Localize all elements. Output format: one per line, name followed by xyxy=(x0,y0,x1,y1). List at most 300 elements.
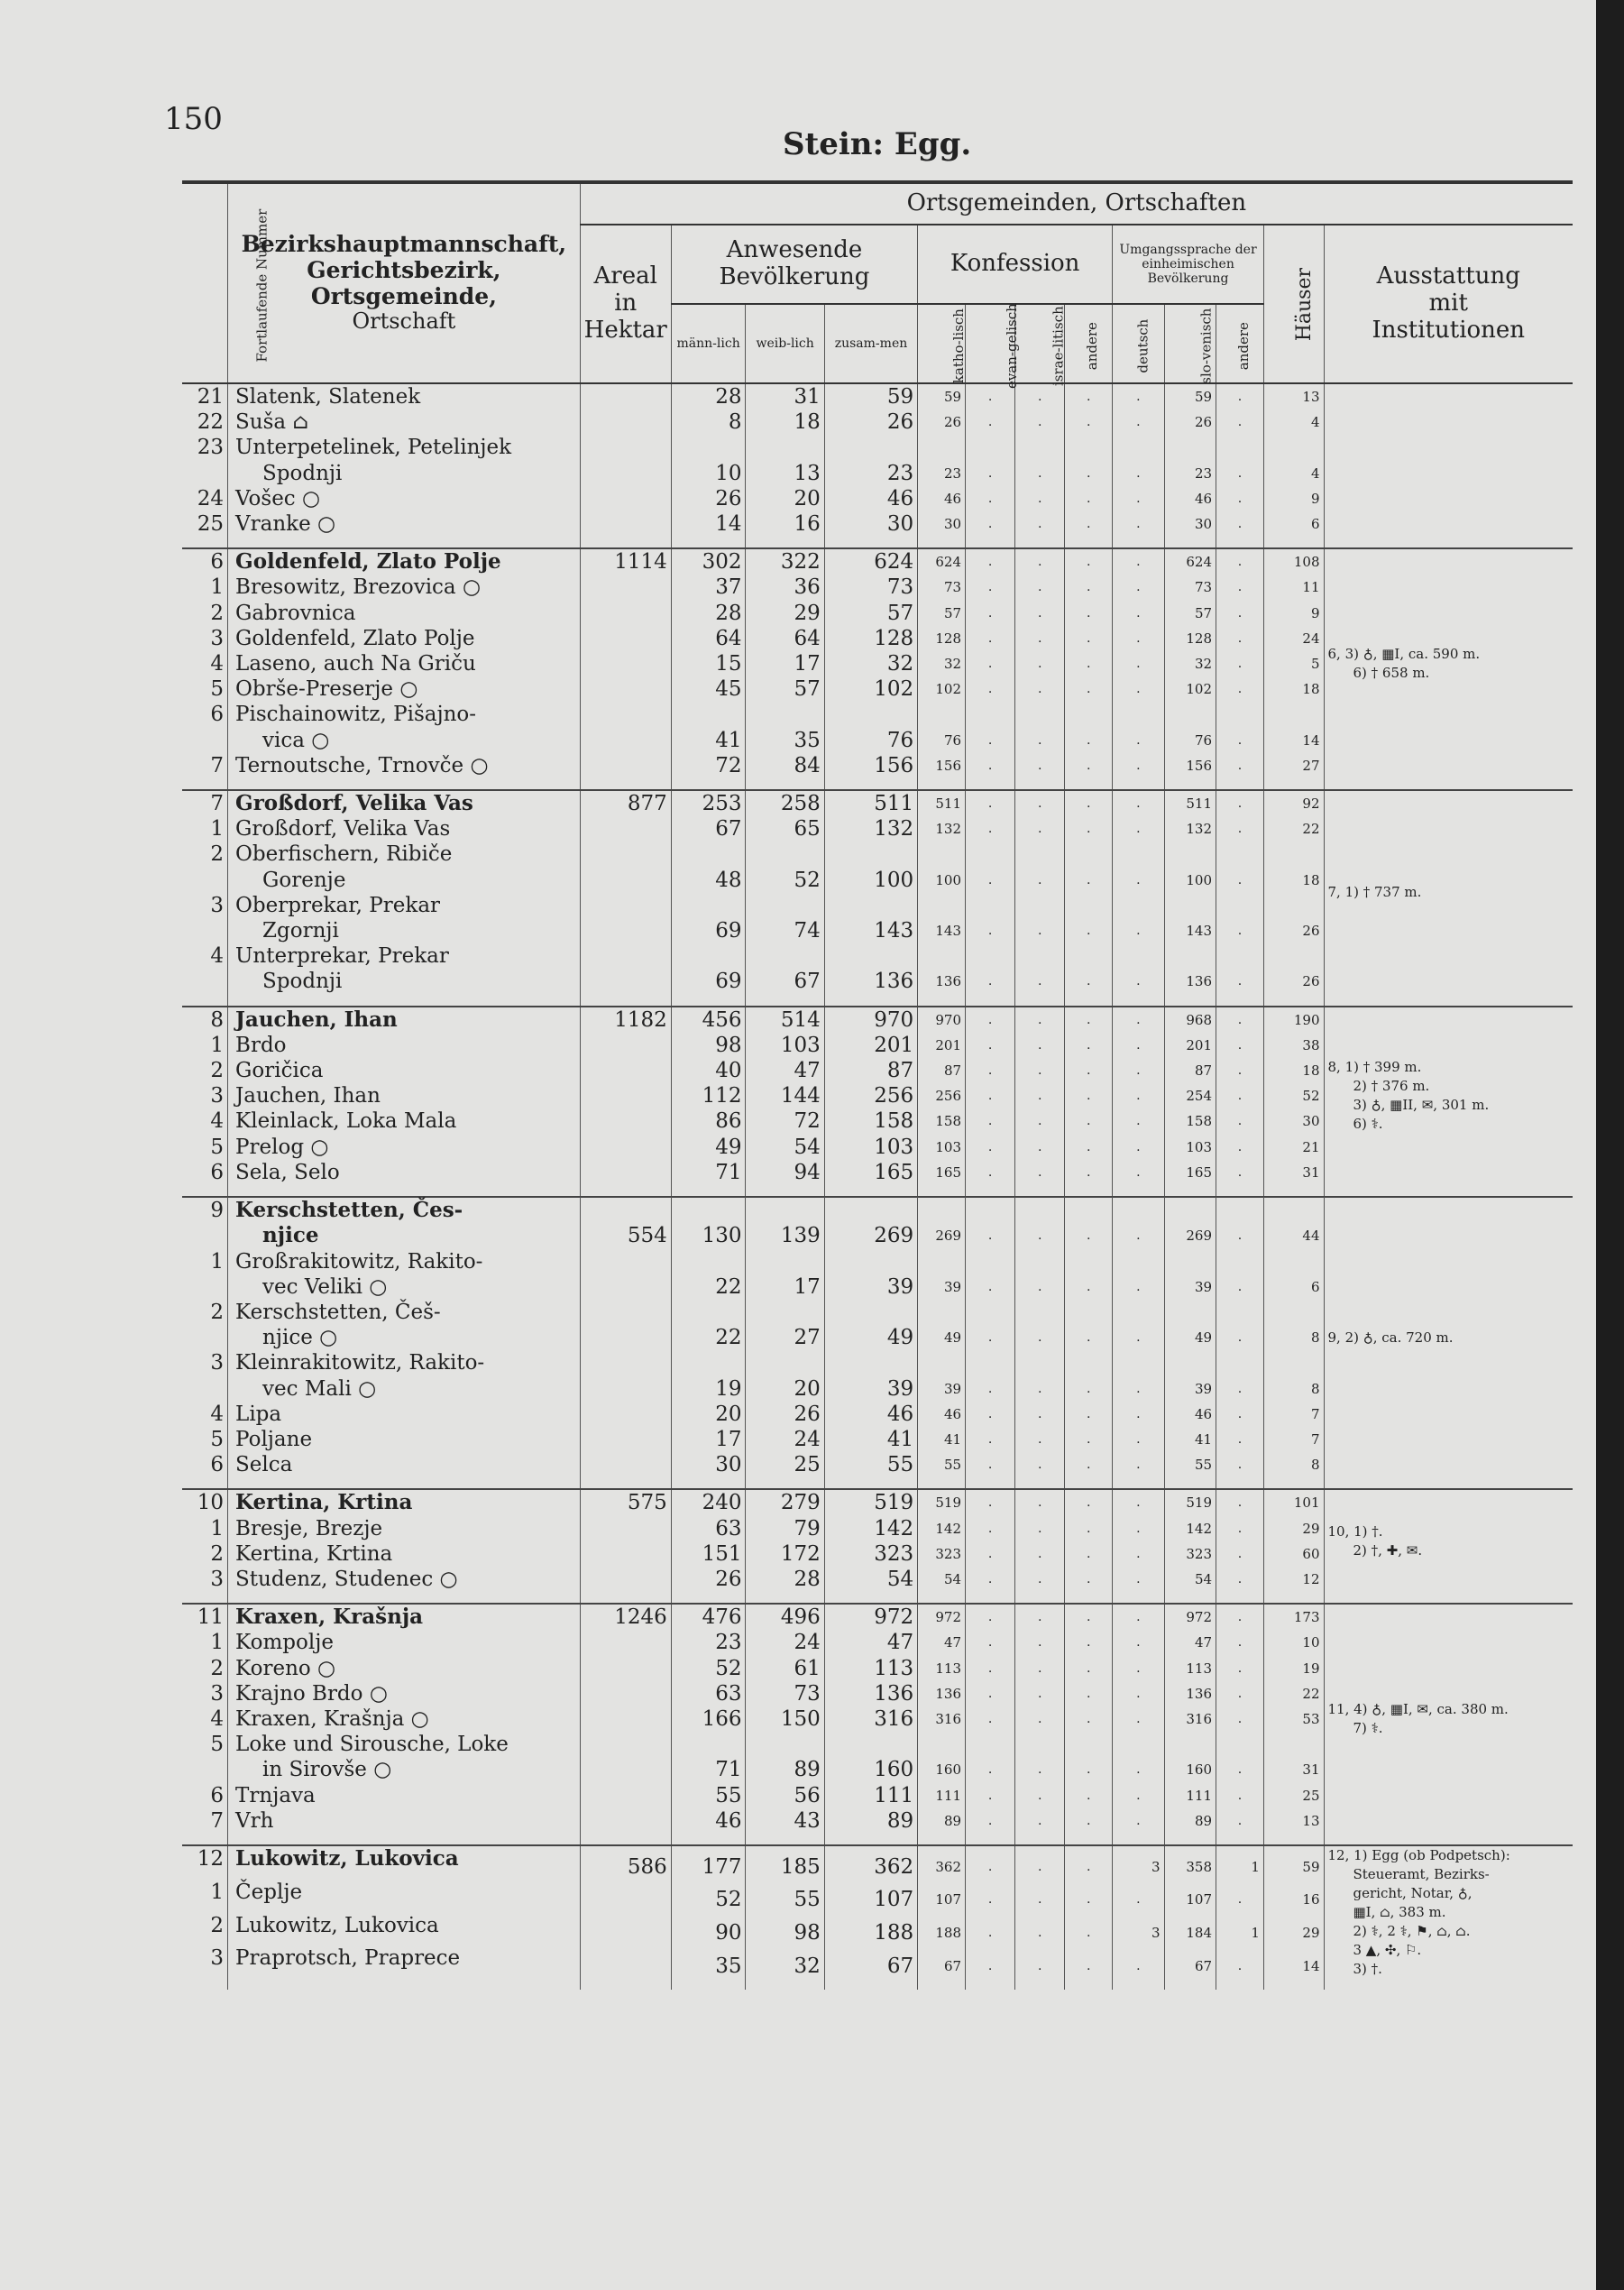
konfession-an1: . xyxy=(1065,702,1113,752)
spacer-cell xyxy=(918,778,966,790)
pop-z: 511 xyxy=(824,790,917,816)
row-number: 7 xyxy=(210,1808,225,1833)
pop-m: 52 xyxy=(671,1880,746,1913)
spacer-cell xyxy=(228,1979,581,1990)
place-name xyxy=(228,893,581,943)
deutsch-value: . xyxy=(1113,1783,1164,1808)
deutsch-value: . xyxy=(1113,626,1164,651)
pop-z: 67 xyxy=(824,1945,917,1979)
spacer-cell xyxy=(580,778,671,790)
slovenisch-value: 46 xyxy=(1164,486,1216,511)
place-name-continuation: vica ○ xyxy=(262,728,330,752)
spacer-cell xyxy=(1113,1979,1164,1990)
konfession-ev: . xyxy=(966,1007,1015,1033)
katholisch-value: 323 xyxy=(918,1541,966,1567)
spacer-cell xyxy=(918,1834,966,1845)
pop-w: 55 xyxy=(746,1880,824,1913)
konfession-ev: . xyxy=(966,1604,1015,1630)
pop-z: 132 xyxy=(824,816,917,842)
pop-w: 144 xyxy=(746,1083,824,1108)
konfession-is: . xyxy=(1015,1160,1065,1185)
place-name xyxy=(228,1541,581,1567)
haeuser-value: 59 xyxy=(1263,1845,1324,1880)
group-spacer xyxy=(182,1477,1573,1489)
konfession-an1: . xyxy=(1065,816,1113,842)
konfession-is: . xyxy=(1015,1604,1065,1630)
katholisch-value: 165 xyxy=(918,1160,966,1185)
spacer-cell xyxy=(1164,1834,1216,1845)
katholisch-value: 49 xyxy=(918,1300,966,1350)
spacer-cell xyxy=(1164,778,1216,790)
andere-sprache-value: . xyxy=(1216,601,1264,626)
katholisch-value: 136 xyxy=(918,943,966,994)
areal-value xyxy=(580,676,671,702)
place-name xyxy=(228,1160,581,1185)
header-umgangssprache: Umgangssprache der einheimischen Bevölkerung xyxy=(1113,225,1264,304)
deutsch-value: 3 xyxy=(1113,1845,1164,1880)
spacer-cell xyxy=(1065,1477,1113,1489)
slovenisch-value: 41 xyxy=(1164,1427,1216,1452)
pop-m: 40 xyxy=(671,1058,746,1083)
pop-z: 54 xyxy=(824,1567,917,1592)
slovenisch-value: 358 xyxy=(1164,1845,1216,1880)
slovenisch-value: 143 xyxy=(1164,893,1216,943)
haeuser-value: 29 xyxy=(1263,1516,1324,1541)
place-name xyxy=(228,1656,581,1681)
andere-sprache-value: . xyxy=(1216,1516,1264,1541)
slovenisch-value: 103 xyxy=(1164,1135,1216,1160)
katholisch-value: 188 xyxy=(918,1913,966,1946)
konfession-an1: . xyxy=(1065,1845,1113,1880)
katholisch-value: 87 xyxy=(918,1058,966,1083)
spacer-cell xyxy=(671,1979,746,1990)
deutsch-value: . xyxy=(1113,1808,1164,1834)
place-name-line: Slatenk, Slatenek xyxy=(235,385,421,409)
place-name-line: Lukowitz, Lukovica xyxy=(235,1913,439,1937)
konfession-is: . xyxy=(1015,1135,1065,1160)
andere-sprache-value: . xyxy=(1216,1058,1264,1083)
place-name xyxy=(228,1452,581,1477)
pop-z: 136 xyxy=(824,1681,917,1706)
pop-z: 136 xyxy=(824,943,917,994)
spacer-cell xyxy=(182,1834,228,1845)
place-name xyxy=(228,1249,581,1300)
pop-z: 41 xyxy=(824,1427,917,1452)
pop-w: 43 xyxy=(746,1808,824,1834)
deutsch-value: . xyxy=(1113,548,1164,575)
deutsch-value: . xyxy=(1113,1108,1164,1134)
haeuser-value: 26 xyxy=(1263,943,1324,994)
pop-m: 52 xyxy=(671,1656,746,1681)
pop-m: 8 xyxy=(671,409,746,435)
haeuser-value: 4 xyxy=(1263,409,1324,435)
konfession-ev: . xyxy=(966,1300,1015,1350)
areal-value xyxy=(580,1427,671,1452)
haeuser-value: 13 xyxy=(1263,1808,1324,1834)
institutions-notes xyxy=(1324,1604,1573,1834)
slovenisch-value: 128 xyxy=(1164,626,1216,651)
spacer-cell xyxy=(966,778,1015,790)
areal-value: 554 xyxy=(580,1197,671,1248)
katholisch-value: 362 xyxy=(918,1845,966,1880)
deutsch-value: . xyxy=(1113,702,1164,752)
place-name-line: Lipa xyxy=(235,1402,282,1426)
katholisch-value: 519 xyxy=(918,1489,966,1515)
institution-note: Steueramt, Bezirks- xyxy=(1353,1865,1490,1882)
konfession-is: . xyxy=(1015,435,1065,485)
deutsch-value: . xyxy=(1113,1541,1164,1567)
haeuser-value: 7 xyxy=(1263,1427,1324,1452)
place-name-line: Brdo xyxy=(235,1033,287,1057)
place-name-line: Goldenfeld, Zlato Polje xyxy=(235,549,501,575)
row-number: 6 xyxy=(210,703,225,727)
row-number: 25 xyxy=(197,512,225,537)
place-name-line: Loke und Sirousche, Loke xyxy=(235,1733,509,1757)
areal-value: 586 xyxy=(580,1845,671,1880)
slovenisch-value: 49 xyxy=(1164,1300,1216,1350)
katholisch-value: 132 xyxy=(918,816,966,842)
spacer-cell xyxy=(1015,1979,1065,1990)
pop-z: 100 xyxy=(824,842,917,892)
spacer-cell xyxy=(824,537,917,548)
place-name-line: Goldenfeld, Zlato Polje xyxy=(235,626,475,650)
konfession-is: . xyxy=(1015,1656,1065,1681)
place-name xyxy=(228,702,581,752)
slovenisch-value: 269 xyxy=(1164,1197,1216,1248)
spacer-cell xyxy=(1324,1834,1573,1845)
spacer-cell xyxy=(1324,1185,1573,1197)
spacer-cell xyxy=(1263,1979,1324,1990)
andere-sprache-value: . xyxy=(1216,1604,1264,1630)
andere-sprache-value: . xyxy=(1216,1402,1264,1427)
pop-z: 30 xyxy=(824,511,917,537)
slovenisch-value: 201 xyxy=(1164,1033,1216,1058)
pop-m: 71 xyxy=(671,1732,746,1782)
spacer-cell xyxy=(966,1979,1015,1990)
andere-sprache-value: . xyxy=(1216,1630,1264,1655)
areal-value xyxy=(580,1567,671,1592)
place-name-line: Kleinlack, Loka Mala xyxy=(235,1109,457,1134)
areal-value xyxy=(580,435,671,485)
andere-sprache-value: . xyxy=(1216,816,1264,842)
place-name-line: Obrše-Preserje ○ xyxy=(235,677,418,702)
spacer-cell xyxy=(1113,1185,1164,1197)
spacer-cell xyxy=(746,995,824,1007)
areal-value xyxy=(580,1541,671,1567)
konfession-ev: . xyxy=(966,1350,1015,1401)
konfession-ev: . xyxy=(966,1808,1015,1834)
konfession-an1: . xyxy=(1065,1058,1113,1083)
areal-value xyxy=(580,1656,671,1681)
place-name xyxy=(228,1135,581,1160)
table-row xyxy=(182,383,1573,409)
deutsch-value: . xyxy=(1113,1706,1164,1732)
place-name-line: Bresowitz, Brezovica ○ xyxy=(235,575,482,600)
katholisch-value: 160 xyxy=(918,1732,966,1782)
katholisch-value: 102 xyxy=(918,676,966,702)
institution-note: 7, 1) † 737 m. xyxy=(1327,884,1422,901)
spacer-cell xyxy=(1324,537,1573,548)
group-spacer xyxy=(182,995,1573,1007)
row-number: 1 xyxy=(210,1249,225,1274)
pop-z: 49 xyxy=(824,1300,917,1350)
areal-value xyxy=(580,1913,671,1946)
konfession-is: . xyxy=(1015,702,1065,752)
pop-w: 65 xyxy=(746,816,824,842)
konfession-is: . xyxy=(1015,1732,1065,1782)
spacer-cell xyxy=(918,1592,966,1604)
row-number: 1 xyxy=(210,817,225,842)
slovenisch-value: 316 xyxy=(1164,1706,1216,1732)
katholisch-value: 39 xyxy=(918,1350,966,1401)
spacer-cell xyxy=(1164,1592,1216,1604)
deutsch-value: . xyxy=(1113,1350,1164,1401)
andere-sprache-value: . xyxy=(1216,1706,1264,1732)
pop-m: 72 xyxy=(671,753,746,778)
andere-sprache-value: . xyxy=(1216,626,1264,651)
pop-w: 514 xyxy=(746,1007,824,1033)
haeuser-value: 31 xyxy=(1263,1732,1324,1782)
haeuser-value: 13 xyxy=(1263,383,1324,409)
pop-w: 64 xyxy=(746,626,824,651)
andere-sprache-value: . xyxy=(1216,943,1264,994)
row-number: 24 xyxy=(197,486,225,510)
slovenisch-value: 89 xyxy=(1164,1808,1216,1834)
andere-sprache-value: . xyxy=(1216,1732,1264,1782)
spacer-cell xyxy=(966,1185,1015,1197)
konfession-is: . xyxy=(1015,790,1065,816)
katholisch-value: 970 xyxy=(918,1007,966,1033)
place-name xyxy=(228,575,581,600)
deutsch-value: . xyxy=(1113,1249,1164,1300)
konfession-an1: . xyxy=(1065,1249,1113,1300)
page-title: Stein: Egg. xyxy=(783,126,972,162)
konfession-is: . xyxy=(1015,816,1065,842)
pop-m: 30 xyxy=(671,1452,746,1477)
place-name-line: Großdorf, Velika Vas xyxy=(235,791,473,816)
spacer-cell xyxy=(918,1185,966,1197)
slovenisch-value: 511 xyxy=(1164,790,1216,816)
konfession-ev: . xyxy=(966,943,1015,994)
row-number: 1 xyxy=(210,575,225,600)
andere-sprache-value: . xyxy=(1216,1681,1264,1706)
place-name-line: Oberfischern, Ribiče xyxy=(235,842,453,867)
row-number: 12 xyxy=(182,1845,228,1880)
header-zusammen: zusam-men xyxy=(824,304,917,383)
spacer-cell xyxy=(918,1979,966,1990)
pop-w: 17 xyxy=(746,651,824,676)
institutions-notes xyxy=(1324,1845,1573,1979)
spacer-cell xyxy=(1263,1834,1324,1845)
pop-z: 87 xyxy=(824,1058,917,1083)
konfession-an1: . xyxy=(1065,1350,1113,1401)
haeuser-value: 173 xyxy=(1263,1604,1324,1630)
deutsch-value: . xyxy=(1113,1427,1164,1452)
place-name xyxy=(228,1913,581,1946)
place-name xyxy=(228,1402,581,1427)
header-ausstattung: Ausstattung mit Institutionen xyxy=(1324,225,1573,383)
andere-sprache-value: . xyxy=(1216,1249,1264,1300)
pop-z: 188 xyxy=(824,1913,917,1946)
header-fortlaufende: Fortlaufende Nummer xyxy=(182,182,228,383)
spacer-cell xyxy=(1324,778,1573,790)
konfession-is: . xyxy=(1015,1083,1065,1108)
place-name-line: Kleinrakitowitz, Rakito- xyxy=(235,1351,485,1375)
pop-w: 279 xyxy=(746,1489,824,1515)
deutsch-value: . xyxy=(1113,1656,1164,1681)
institution-note: 12, 1) Egg (ob Podpetsch): xyxy=(1327,1846,1510,1863)
pop-w: 17 xyxy=(746,1249,824,1300)
place-name-line: Lukowitz, Lukovica xyxy=(235,1845,459,1871)
place-name-line: Unterpetelinek, Petelinjek xyxy=(235,436,512,460)
header-katholisch: katho-lisch xyxy=(918,304,966,383)
slovenisch-value: 54 xyxy=(1164,1567,1216,1592)
deutsch-value: . xyxy=(1113,435,1164,485)
header-haeuser: Häuser xyxy=(1263,225,1324,383)
row-number: 4 xyxy=(210,944,225,969)
andere-sprache-value: . xyxy=(1216,409,1264,435)
spacer-cell xyxy=(966,537,1015,548)
deutsch-value: . xyxy=(1113,1880,1164,1913)
place-name-line: Kraxen, Krašnja ○ xyxy=(235,1706,429,1731)
pop-z: 89 xyxy=(824,1808,917,1834)
haeuser-value: 38 xyxy=(1263,1033,1324,1058)
pop-w: 94 xyxy=(746,1160,824,1185)
spacer-cell xyxy=(1113,1592,1164,1604)
pop-w: 73 xyxy=(746,1681,824,1706)
deutsch-value: . xyxy=(1113,816,1164,842)
deutsch-value: . xyxy=(1113,1197,1164,1248)
konfession-ev: . xyxy=(966,1567,1015,1592)
konfession-ev: . xyxy=(966,1135,1015,1160)
deutsch-value: . xyxy=(1113,1489,1164,1515)
table-header xyxy=(182,182,1573,389)
katholisch-value: 136 xyxy=(918,1681,966,1706)
konfession-ev: . xyxy=(966,816,1015,842)
konfession-is: . xyxy=(1015,1452,1065,1477)
group-spacer xyxy=(182,537,1573,548)
institution-note: 3 ▲, ✣, ⚐. xyxy=(1353,1941,1422,1958)
katholisch-value: 73 xyxy=(918,575,966,600)
institution-note: 9, 2) ♁, ca. 720 m. xyxy=(1327,1329,1454,1346)
konfession-ev: . xyxy=(966,1732,1015,1782)
andere-sprache-value: . xyxy=(1216,1427,1264,1452)
place-name-line: Poljane xyxy=(235,1427,313,1451)
haeuser-value: 30 xyxy=(1263,1108,1324,1134)
pop-m: 67 xyxy=(671,816,746,842)
konfession-ev: . xyxy=(966,1913,1015,1946)
spacer-cell xyxy=(182,778,228,790)
konfession-is: . xyxy=(1015,1197,1065,1248)
pop-w: 258 xyxy=(746,790,824,816)
place-name xyxy=(228,601,581,626)
slovenisch-value: 46 xyxy=(1164,1402,1216,1427)
row-number: 23 xyxy=(197,436,225,460)
row-number: 1 xyxy=(210,1033,225,1057)
deutsch-value: . xyxy=(1113,1630,1164,1655)
katholisch-value: 156 xyxy=(918,753,966,778)
pop-w: 322 xyxy=(746,548,824,575)
slovenisch-value: 972 xyxy=(1164,1604,1216,1630)
spacer-cell xyxy=(1015,1477,1065,1489)
spacer-cell xyxy=(228,995,581,1007)
spacer-cell xyxy=(182,1592,228,1604)
katholisch-value: 113 xyxy=(918,1656,966,1681)
header-evangelisch: evan-gelisch xyxy=(966,304,1015,383)
place-name xyxy=(228,1604,581,1630)
institutions-notes xyxy=(1324,1197,1573,1477)
haeuser-value: 12 xyxy=(1263,1567,1324,1592)
katholisch-value: 256 xyxy=(918,1083,966,1108)
header-maennlich: männ-lich xyxy=(671,304,746,383)
place-name-line: Trnjava xyxy=(235,1783,316,1807)
spacer-cell xyxy=(824,995,917,1007)
konfession-is: . xyxy=(1015,1489,1065,1515)
institution-note: gericht, Notar, ♁, xyxy=(1353,1884,1473,1901)
spacer-cell xyxy=(1216,778,1264,790)
andere-sprache-value: . xyxy=(1216,511,1264,537)
place-name-line: Vošec ○ xyxy=(235,486,321,510)
place-name-continuation: Zgornji xyxy=(262,919,339,943)
katholisch-value: 269 xyxy=(918,1197,966,1248)
konfession-is: . xyxy=(1015,651,1065,676)
pop-m: 177 xyxy=(671,1845,746,1880)
pop-w: 56 xyxy=(746,1783,824,1808)
slovenisch-value: 39 xyxy=(1164,1350,1216,1401)
andere-sprache-value: . xyxy=(1216,702,1264,752)
place-name xyxy=(228,1489,581,1515)
table-row xyxy=(182,1604,1573,1630)
pop-m: 63 xyxy=(671,1681,746,1706)
haeuser-value: 21 xyxy=(1263,1135,1324,1160)
katholisch-value: 103 xyxy=(918,1135,966,1160)
pop-w: 54 xyxy=(746,1135,824,1160)
pop-z: 362 xyxy=(824,1845,917,1880)
konfession-ev: . xyxy=(966,651,1015,676)
konfession-is: . xyxy=(1015,511,1065,537)
spacer-cell xyxy=(182,1979,228,1990)
slovenisch-value: 57 xyxy=(1164,601,1216,626)
spacer-cell xyxy=(1164,1185,1216,1197)
konfession-an1: . xyxy=(1065,1630,1113,1655)
pop-z: 160 xyxy=(824,1732,917,1782)
pop-m: 19 xyxy=(671,1350,746,1401)
andere-sprache-value: . xyxy=(1216,1880,1264,1913)
pop-w: 24 xyxy=(746,1630,824,1655)
konfession-ev: . xyxy=(966,1516,1015,1541)
institution-note: 2) †, ✚, ✉. xyxy=(1353,1541,1423,1559)
spacer-cell xyxy=(1263,1185,1324,1197)
areal-value xyxy=(580,1058,671,1083)
areal-value xyxy=(580,409,671,435)
areal-value xyxy=(580,893,671,943)
konfession-ev: . xyxy=(966,601,1015,626)
row-number: 6 xyxy=(210,1783,225,1807)
pop-m: 166 xyxy=(671,1706,746,1732)
andere-sprache-value: . xyxy=(1216,753,1264,778)
row-number: 11 xyxy=(182,1604,228,1630)
institution-note: 6, 3) ♁, ▦I, ca. 590 m. xyxy=(1327,646,1481,663)
konfession-an1: . xyxy=(1065,1489,1113,1515)
areal-value xyxy=(580,1083,671,1108)
pop-w: 98 xyxy=(746,1913,824,1946)
pop-z: 128 xyxy=(824,626,917,651)
row-number: 5 xyxy=(210,1427,225,1451)
slovenisch-value: 102 xyxy=(1164,676,1216,702)
haeuser-value: 31 xyxy=(1263,1160,1324,1185)
header-slovenisch: slo-venisch xyxy=(1164,304,1216,383)
pop-m: 28 xyxy=(671,383,746,409)
